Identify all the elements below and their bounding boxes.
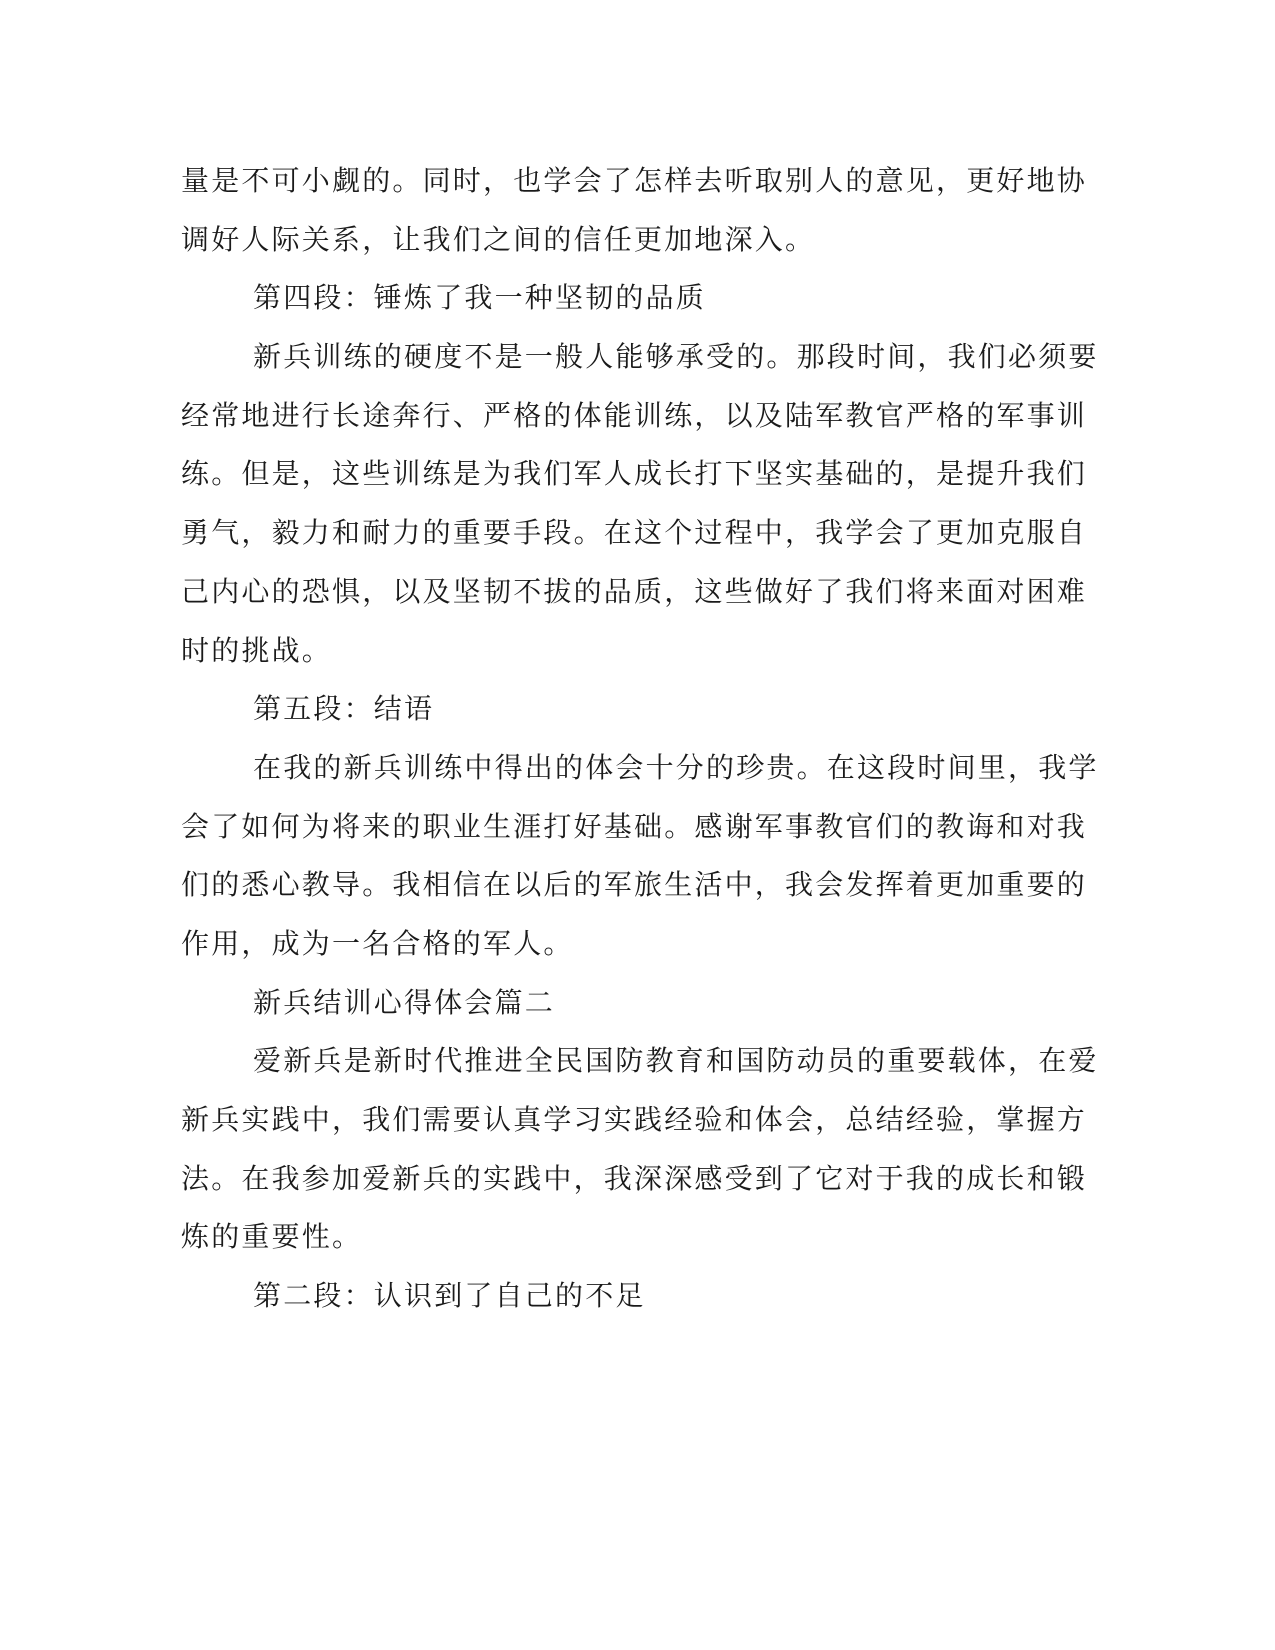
text-line: 练。但是，这些训练是为我们军人成长打下坚实基础的，是提升我们 (181, 457, 1088, 491)
section-heading: 第四段：锤炼了我一种坚韧的品质 (253, 281, 707, 315)
text-line: 法。在我参加爱新兵的实践中，我深深感受到了它对于我的成长和锻 (181, 1161, 1088, 1195)
section-heading: 第五段：结语 (253, 692, 435, 726)
document-body (181, 152, 1099, 1326)
text-line: 己内心的恐惧，以及坚韧不拔的品质，这些做好了我们将来面对困难 (181, 574, 1088, 608)
text-line: 们的悉心教导。我相信在以后的军旅生活中，我会发挥着更加重要的 (181, 868, 1088, 902)
paragraph-first-line: 在我的新兵训练中得出的体会十分的珍贵。在这段时间里，我学 (253, 750, 1099, 784)
text-line: 调好人际关系，让我们之间的信任更加地深入。 (181, 222, 816, 256)
section-heading: 第二段：认识到了自己的不足 (253, 1279, 646, 1313)
text-line: 作用，成为一名合格的军人。 (181, 926, 574, 960)
text-line: 经常地进行长途奔行、严格的体能训练，以及陆军教官严格的军事训 (181, 398, 1088, 432)
article-title: 新兵结训心得体会篇二 (253, 985, 556, 1019)
text-line: 新兵实践中，我们需要认真学习实践经验和体会，总结经验，掌握方 (181, 1103, 1088, 1136)
text-line: 量是不可小觑的。同时，也学会了怎样去听取别人的意见，更好地协 (181, 164, 1088, 197)
paragraph-first-line: 新兵训练的硬度不是一般人能够承受的。那段时间，我们必须要 (253, 340, 1099, 374)
text-line: 时的挑战。 (181, 633, 333, 667)
paragraph-first-line: 爱新兵是新时代推进全民国防教育和国防动员的重要载体，在爱 (253, 1044, 1099, 1078)
text-line: 勇气，毅力和耐力的重要手段。在这个过程中，我学会了更加克服自 (181, 516, 1088, 550)
text-line: 会了如何为将来的职业生涯打好基础。感谢军事教官们的教诲和对我 (181, 809, 1088, 843)
text-line: 炼的重要性。 (181, 1220, 363, 1254)
